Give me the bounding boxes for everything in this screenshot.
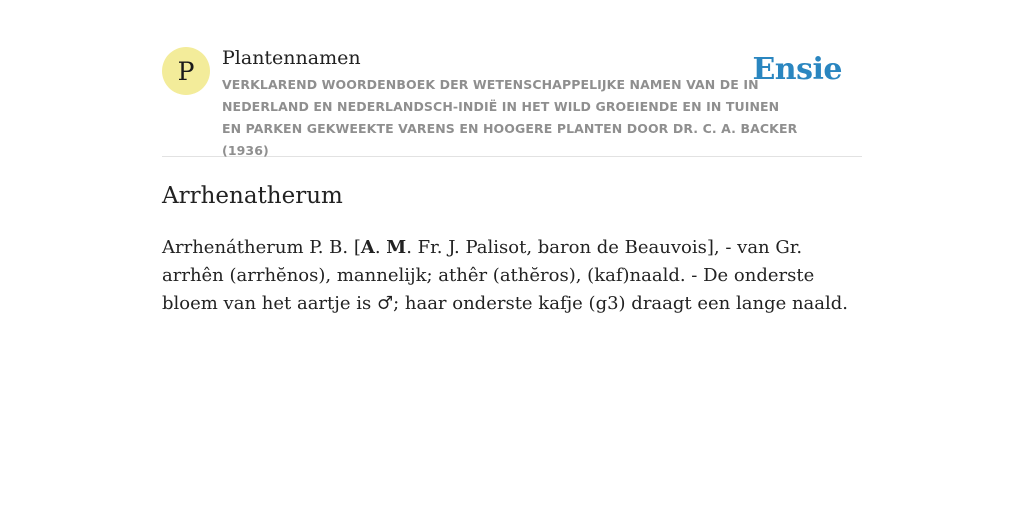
- entry-body-text-3: . Fr. J. Palisot, baron de Beauvois], - van Gr. arrhên (arrhĕnos), mannelijk; athêr (athĕros), (kaf)naald. - De onderste bloem van het aartje is ♂; haar onderste kafje (g3) draagt een lange naald.: [162, 237, 849, 314]
- dictionary-header: [162, 0, 862, 157]
- dictionary-info: [222, 45, 802, 162]
- logo-letter: P: [177, 56, 195, 86]
- entry-body-bold-m: M: [386, 237, 407, 258]
- entry-body-text-1: Arrhenátherum P. B. [: [162, 237, 361, 258]
- page-container: [162, 0, 862, 314]
- entry-title: Arrhenatherum: [162, 183, 343, 209]
- dictionary-logo-icon[interactable]: [162, 47, 210, 95]
- entry-body-bold-a: A: [360, 237, 375, 258]
- entry-body-text-2: .: [374, 237, 387, 258]
- entry-body: [162, 234, 862, 318]
- ensie-brand-link[interactable]: Ensie: [752, 52, 842, 87]
- dictionary-description: VERKLAREND WOORDENBOEK DER WETENSCHAPPELIJKE NAMEN VAN DE IN NEDERLAND EN NEDERLANDSCH-INDIË IN HET WILD GROEIENDE EN IN TUINEN EN PARKEN GEKWEEKTE VARENS EN HOOGERE PLANTEN DOOR DR. C. A. BACKER (1936): [222, 77, 798, 158]
- dictionary-name-link[interactable]: Plantennamen: [222, 47, 361, 69]
